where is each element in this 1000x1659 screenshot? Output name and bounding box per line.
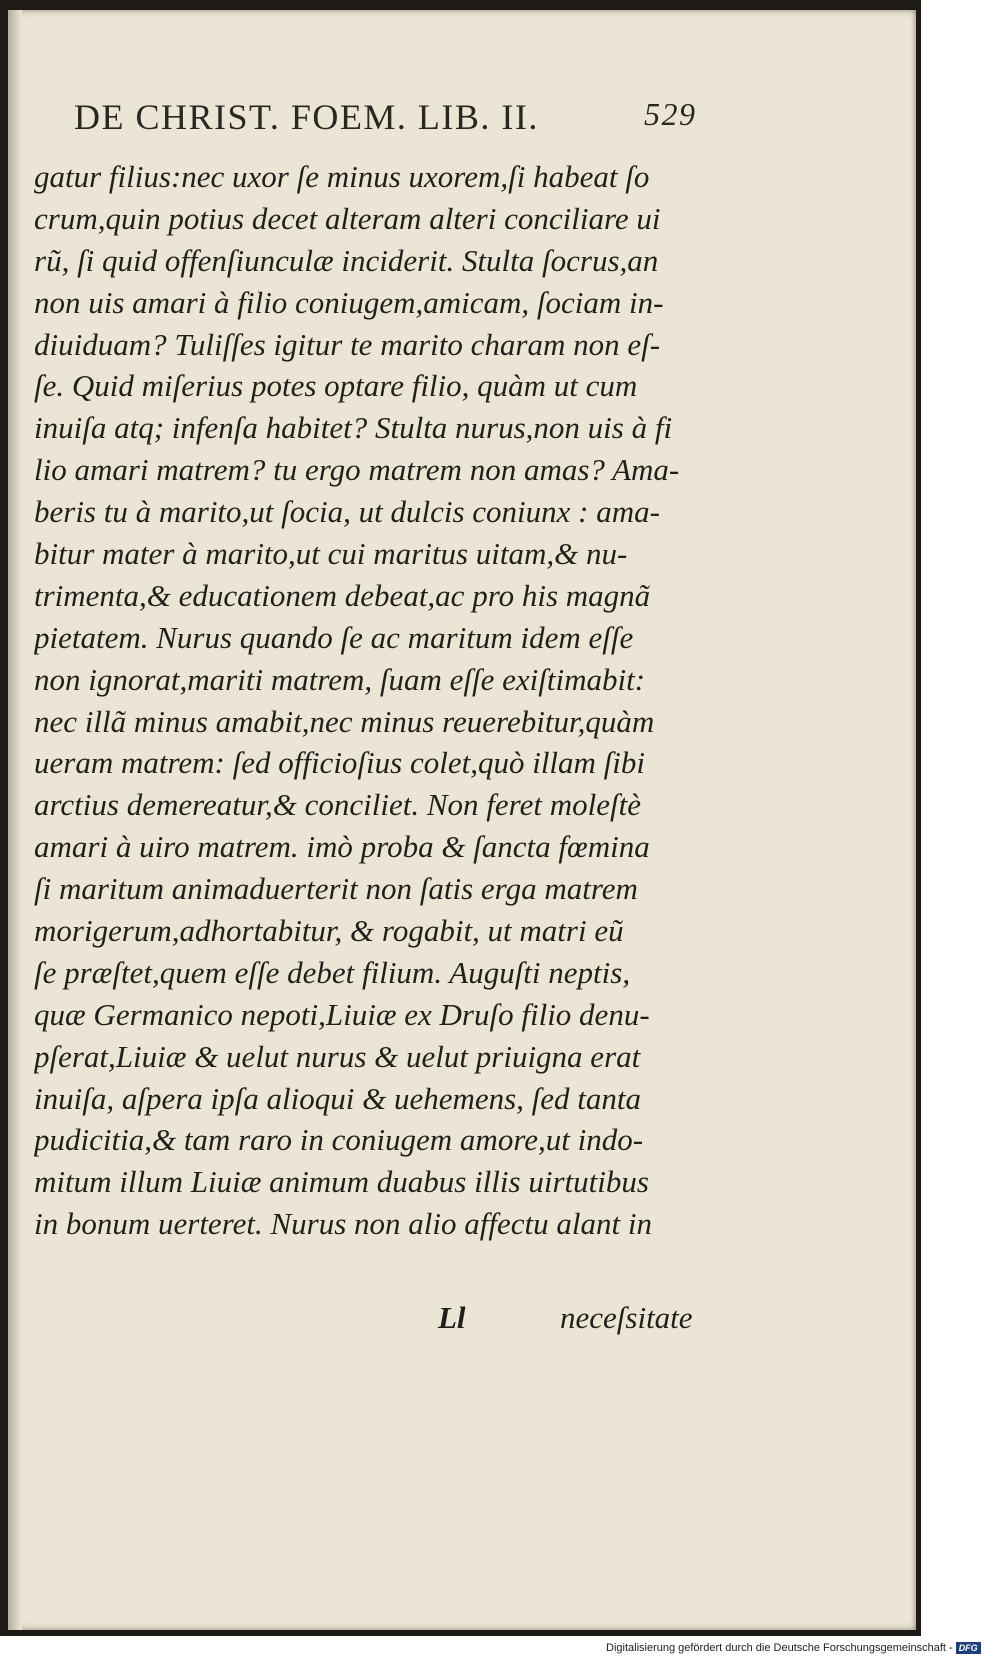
page-number: 529 bbox=[644, 96, 697, 132]
page-header bbox=[74, 96, 714, 140]
catchword: neceſsitate bbox=[560, 1300, 693, 1335]
text-line: ſe præſtet,quem eſſe debet filium. Auguſti neptis, bbox=[34, 954, 631, 990]
text-line: amari à uiro matrem. imò proba & ſancta fœmina bbox=[34, 829, 650, 865]
text-line: morigerum,adhortabitur, & rogabit, ut matri eũ bbox=[34, 913, 624, 949]
text-line: in bonum uerteret. Nurus non alio affectu alant in bbox=[34, 1206, 652, 1242]
text-line: nec illã minus amabit,nec minus reuerebitur,quàm bbox=[34, 703, 655, 739]
running-head: DE CHRIST. FOEM. LIB. II. bbox=[74, 97, 539, 137]
signature-mark: Ll bbox=[438, 1300, 466, 1335]
text-line: pietatem. Nurus quando ſe ac maritum idem eſſe bbox=[34, 619, 634, 655]
page-gutter-shadow bbox=[8, 10, 22, 1630]
text-line: rũ, ſi quid offenſiunculæ inciderit. Stulta ſocrus,an bbox=[34, 242, 659, 278]
text-line: non ignorat,mariti matrem, ſuam eſſe exiſtimabit: bbox=[34, 661, 646, 697]
text-line: quæ Germanico nepoti,Liuiæ ex Druſo filio denu- bbox=[34, 996, 650, 1032]
text-line: diuiduam? Tuliſſes igitur te marito charam non eſ- bbox=[34, 326, 661, 362]
text-line: crum,quin potius decet alteram alteri conciliare ui bbox=[34, 200, 661, 236]
text-line: non uis amari à filio coniugem,amicam, ſociam in- bbox=[34, 284, 664, 320]
text-line: inuiſa atq; infenſa habitet? Stulta nurus,non uis à fi bbox=[34, 410, 673, 446]
text-line: pſerat,Liuiæ & uelut nurus & uelut priuigna erat bbox=[34, 1038, 641, 1074]
text-line: beris tu à marito,ut ſocia, ut dulcis coniunx : ama- bbox=[34, 494, 660, 530]
funding-credit-text: Digitalisierung gefördert durch die Deutsche Forschungsgemeinschaft - bbox=[606, 1642, 953, 1654]
text-line: trimenta,& educationem debeat,ac pro his magnã bbox=[34, 577, 651, 613]
text-line: ſe. Quid miſerius potes optare filio, quàm ut cum bbox=[34, 368, 638, 404]
text-line: mitum illum Liuiæ animum duabus illis uirtutibus bbox=[34, 1164, 649, 1200]
funding-credit bbox=[606, 1640, 990, 1656]
text-line: ueram matrem: ſed officioſius colet,quò illam ſibi bbox=[34, 745, 646, 781]
text-line: pudicitia,& tam raro in coniugem amore,ut indo- bbox=[34, 1122, 644, 1158]
book-page bbox=[8, 10, 916, 1630]
body-text bbox=[34, 156, 724, 1245]
text-line: arctius demereatur,& conciliet. Non feret moleſtè bbox=[34, 787, 641, 823]
text-line: lio amari matrem? tu ergo matrem non amas? Ama- bbox=[34, 452, 680, 488]
text-line: bitur mater à marito,ut cui maritus uitam,& nu- bbox=[34, 536, 628, 572]
text-line: inuiſa, aſpera ipſa alioqui & uehemens, ſed tanta bbox=[34, 1080, 642, 1116]
text-line: ſi maritum animaduerterit non ſatis erga matrem bbox=[34, 871, 638, 907]
dfg-logo: DFG bbox=[956, 1642, 981, 1654]
text-line: gatur filius:nec uxor ſe minus uxorem,ſi habeat ſo bbox=[34, 159, 650, 194]
